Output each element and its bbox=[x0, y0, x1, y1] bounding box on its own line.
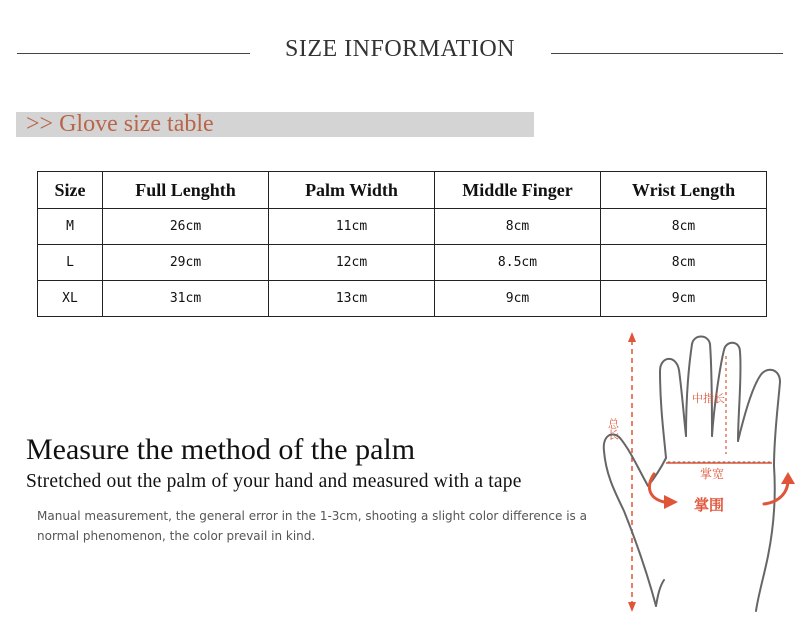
table-cell: 8cm bbox=[435, 209, 601, 245]
header-rule-left bbox=[17, 53, 250, 54]
table-row bbox=[38, 209, 767, 245]
table-cell: 11cm bbox=[269, 209, 435, 245]
column-header: Palm Width bbox=[269, 172, 435, 209]
table-row bbox=[38, 281, 767, 317]
measure-note: Manual measurement, the general error in the 1-3cm, shooting a slight color difference is a normal phenomenon, the color prevail in kind. bbox=[37, 509, 587, 543]
column-header: Wrist Length bbox=[601, 172, 767, 209]
size-table bbox=[37, 171, 767, 317]
section-banner bbox=[16, 112, 534, 137]
table-cell: 8cm bbox=[601, 209, 767, 245]
column-header: Middle Finger bbox=[435, 172, 601, 209]
table-header-row bbox=[38, 172, 767, 209]
measure-heading: Measure the method of the palm bbox=[26, 433, 416, 466]
label-palm-circumference: 掌围 bbox=[694, 496, 725, 514]
label-total-length: 总长 bbox=[606, 418, 620, 440]
hand-outline bbox=[604, 337, 780, 612]
table-cell: 29cm bbox=[103, 245, 269, 281]
table-cell: M bbox=[38, 209, 103, 245]
header-rule-right bbox=[551, 53, 783, 54]
arrowhead-left bbox=[664, 495, 678, 509]
total-length-arrow bbox=[628, 332, 636, 612]
table-cell: XL bbox=[38, 281, 103, 317]
table-cell: 26cm bbox=[103, 209, 269, 245]
table-cell: 8.5cm bbox=[435, 245, 601, 281]
table-cell: 31cm bbox=[103, 281, 269, 317]
label-palm-width: 掌宽 bbox=[700, 467, 725, 481]
table-cell: 9cm bbox=[435, 281, 601, 317]
label-middle-finger: 中指长 bbox=[692, 392, 725, 405]
measure-subheading: Stretched out the palm of your hand and measured with a tape bbox=[26, 471, 522, 492]
section-banner-label: >> Glove size table bbox=[26, 111, 214, 137]
arrowhead-right bbox=[781, 472, 795, 484]
table-cell: 13cm bbox=[269, 281, 435, 317]
table-cell: 9cm bbox=[601, 281, 767, 317]
page-title: SIZE INFORMATION bbox=[285, 36, 515, 62]
hand-measurement-diagram bbox=[596, 326, 796, 616]
table-row bbox=[38, 245, 767, 281]
table-cell: L bbox=[38, 245, 103, 281]
column-header: Full Lenghth bbox=[103, 172, 269, 209]
table-cell: 8cm bbox=[601, 245, 767, 281]
table-cell: 12cm bbox=[269, 245, 435, 281]
column-header: Size bbox=[38, 172, 103, 209]
